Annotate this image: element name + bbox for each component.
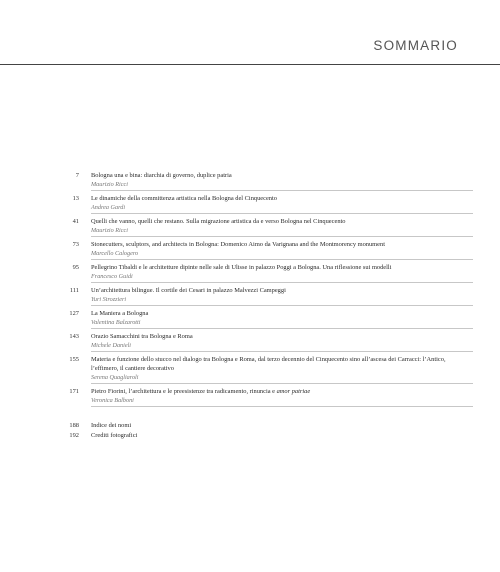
toc-title: Materia e funzione dello stucco nel dialogo tra Bologna e Roma, dal terzo decennio del Cinquecento sino all’ascesa dei Carracci: l’Antico, l’effimero, il cantiere decorativo — [91, 356, 446, 372]
toc-title — [91, 387, 473, 396]
toc-title: Orazio Samacchini tra Bologna e Roma — [91, 333, 193, 340]
toc-title-italic: amor patriae — [276, 388, 311, 395]
toc-entry[interactable] — [53, 286, 473, 306]
toc-author: Andrea Gardi — [91, 203, 473, 214]
table-of-contents — [53, 171, 473, 441]
toc-page-number: 155 — [69, 356, 79, 363]
toc-page-number: 171 — [69, 388, 79, 395]
page-title: SOMMARIO — [373, 38, 458, 53]
index-entry[interactable] — [53, 431, 473, 440]
toc-author: Veronica Balboni — [91, 396, 473, 407]
toc-entry[interactable] — [53, 309, 473, 329]
index-entry[interactable] — [53, 421, 473, 430]
header-divider — [0, 64, 500, 65]
toc-entry[interactable] — [53, 355, 473, 384]
toc-title: Un’architettura bilingue. Il cortile dei Cesari in palazzo Malvezzi Campeggi — [91, 287, 286, 294]
toc-page-number: 111 — [69, 287, 79, 294]
toc-title: Le dinamiche della committenza artistica nella Bologna del Cinquecento — [91, 195, 277, 202]
toc-title: La Maniera a Bologna — [91, 310, 149, 317]
toc-page-number: 143 — [69, 333, 79, 340]
toc-author: Valentina Balzarotti — [91, 318, 473, 329]
index-page-number: 192 — [69, 432, 79, 439]
toc-page-number: 127 — [69, 310, 79, 317]
back-matter — [53, 421, 473, 440]
toc-entry[interactable] — [53, 217, 473, 237]
toc-page-number: 95 — [72, 264, 79, 271]
index-page-number: 188 — [69, 422, 79, 429]
index-title: Crediti fotografici — [91, 432, 138, 439]
toc-entry[interactable] — [53, 263, 473, 283]
toc-author: Marcello Calogero — [91, 249, 473, 260]
toc-author: Serena Quagliaroli — [91, 373, 473, 384]
toc-title: Quelli che vanno, quelli che restano. Sulla migrazione artistica da e verso Bologna nel Cinquecento — [91, 218, 346, 225]
toc-entry[interactable] — [53, 194, 473, 214]
toc-author: Maurizio Ricci — [91, 226, 473, 237]
toc-entry[interactable] — [53, 171, 473, 191]
toc-page-number: 73 — [72, 241, 79, 248]
toc-entry[interactable] — [53, 387, 473, 407]
toc-title: Stonecutters, sculptors, and architects in Bologna: Domenico Aimo da Varignana and the Montmorency monument — [91, 241, 385, 248]
toc-author: Maurizio Ricci — [91, 180, 473, 191]
toc-page-number: 13 — [72, 195, 79, 202]
toc-entry[interactable] — [53, 332, 473, 352]
toc-author: Michele Danieli — [91, 341, 473, 352]
toc-title: Pellegrino Tibaldi e le architetture dipinte nelle sale di Ulisse in palazzo Poggi a Bologna. Una riflessione sui modelli — [91, 264, 392, 271]
index-title: Indice dei nomi — [91, 422, 132, 429]
toc-title-text: Pietro Fiorini, l’architettura e le preesistenze tra radicamento, rinuncia e — [91, 388, 277, 395]
toc-page-number: 7 — [75, 172, 79, 179]
toc-page-number: 41 — [72, 218, 79, 225]
toc-entry[interactable] — [53, 240, 473, 260]
toc-author: Yuri Strozzieri — [91, 295, 473, 306]
toc-title: Bologna una e bina: diarchia di governo, duplice patria — [91, 172, 232, 179]
toc-author: Francesco Guidi — [91, 272, 473, 283]
